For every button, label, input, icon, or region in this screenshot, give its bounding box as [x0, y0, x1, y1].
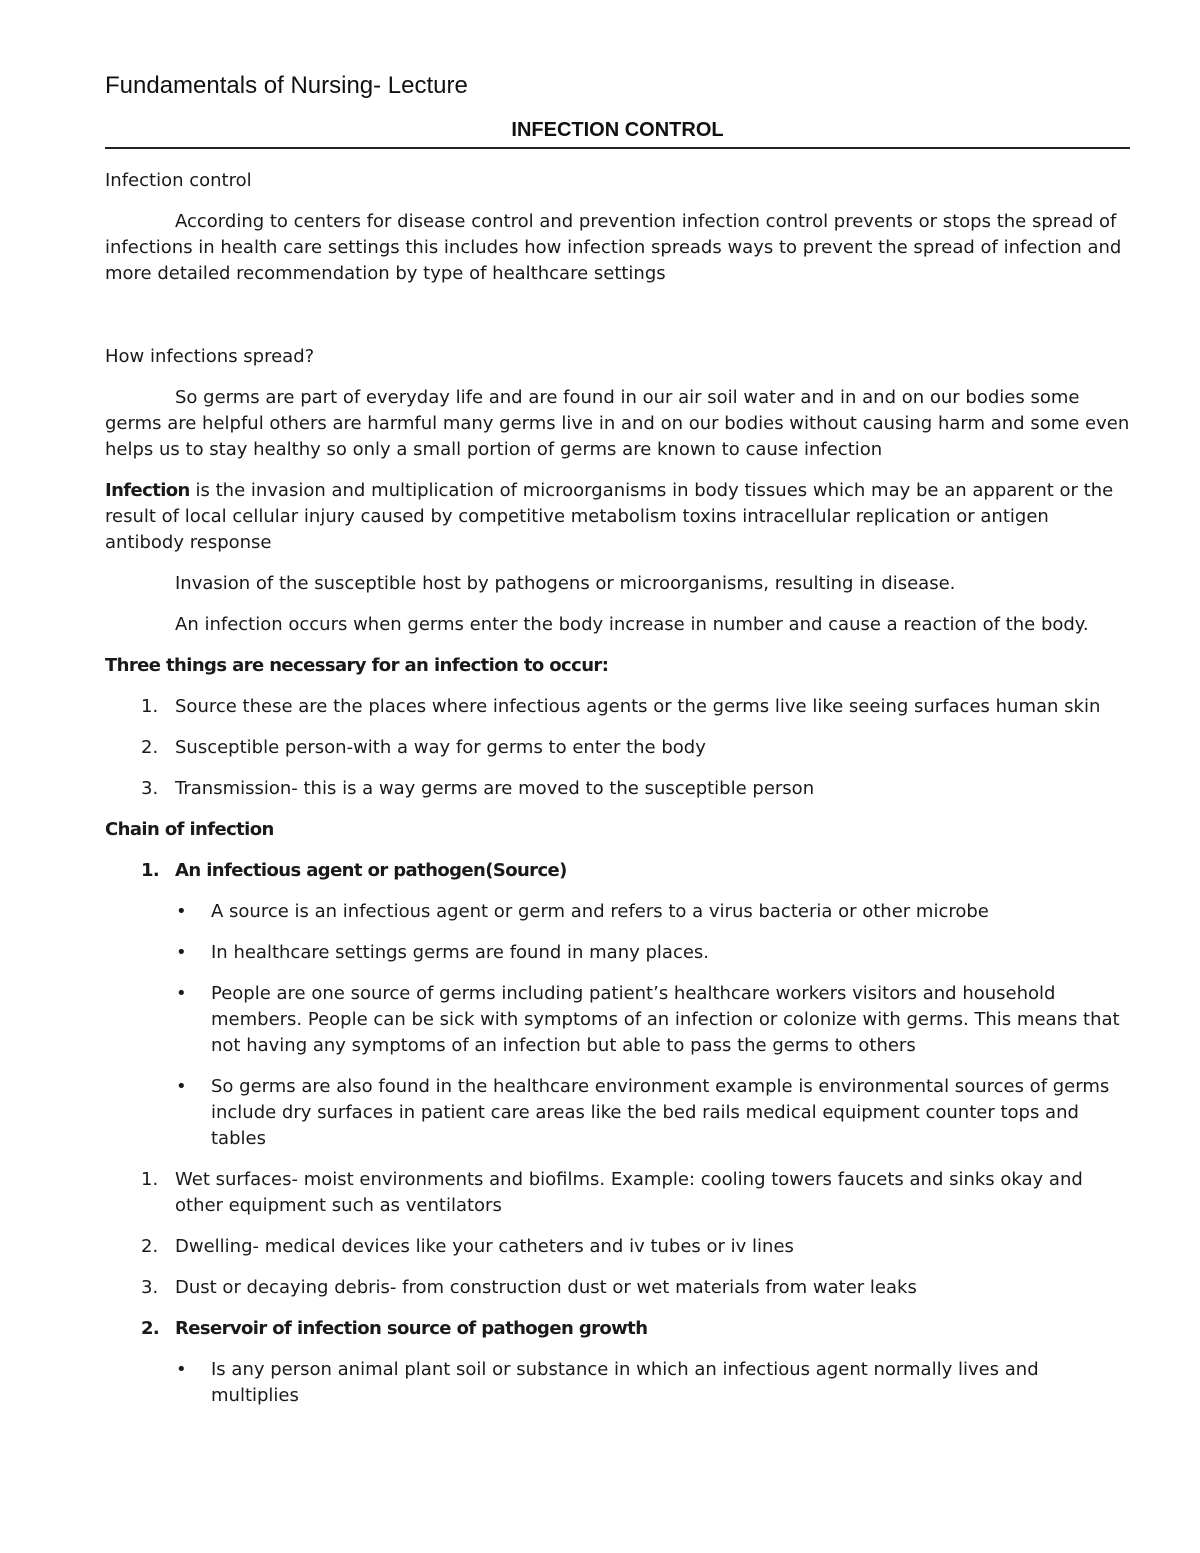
list-item	[105, 1234, 1130, 1260]
list-text: Dwelling- medical devices like your catheters and iv tubes or iv lines	[175, 1236, 794, 1257]
chain-step-1-heading	[105, 858, 1130, 884]
list-number: 1.	[141, 860, 160, 881]
bullet-item	[105, 899, 1130, 925]
list-text: Source these are the places where infectious agents or the germs live like seeing surfaces human skin	[175, 696, 1101, 717]
list-number: 2.	[141, 1236, 159, 1257]
three-things-heading: Three things are necessary for an infection to occur:	[105, 655, 609, 676]
three-things-list	[105, 694, 1130, 802]
bullet-icon: •	[176, 1076, 187, 1097]
list-number: 2.	[141, 1318, 160, 1339]
list-text: Susceptible person-with a way for germs to enter the body	[175, 737, 706, 758]
bullet-icon: •	[176, 983, 187, 1004]
list-item	[105, 735, 1130, 761]
chain-step-title: An infectious agent or pathogen(Source)	[175, 860, 567, 881]
definition-term: Infection	[105, 480, 190, 501]
list-item	[105, 776, 1130, 802]
bullet-text: So germs are also found in the healthcare environment example is environmental sources of germs include dry surfaces in patient care areas like the bed rails medical equipment counter tops and tables	[211, 1076, 1110, 1149]
chain-step-2-heading	[105, 1316, 1130, 1342]
occurs-paragraph: An infection occurs when germs enter the body increase in number and cause a reaction of the body.	[175, 614, 1089, 635]
title-underline	[105, 147, 1130, 149]
bullet-icon: •	[176, 1359, 187, 1380]
list-number: 1.	[141, 696, 159, 717]
spread-paragraph: So germs are part of everyday life and are found in our air soil water and in and on our bodies some germs are helpful others are harmful many germs live in and on our bodies without causing harm and some even helps us to stay healthy so only a small portion of germs are known to cause infection	[105, 387, 1130, 460]
bullet-item	[105, 940, 1130, 966]
section-label-how-infections-spread: How infections spread?	[105, 346, 315, 367]
list-number: 1.	[141, 1169, 159, 1190]
invasion-paragraph: Invasion of the susceptible host by pathogens or microorganisms, resulting in disease.	[175, 573, 956, 594]
list-item	[105, 1275, 1130, 1301]
bullet-text: People are one source of germs including patient’s healthcare workers visitors and household members. People can be sick with symptoms of an infection or colonize with germs. This means that not having any symptoms of an infection but able to pass the germs to others	[211, 983, 1120, 1056]
list-number: 2.	[141, 737, 159, 758]
document-body	[105, 168, 1130, 1424]
chain-step-title: Reservoir of infection source of pathogen growth	[175, 1318, 648, 1339]
list-text: Dust or decaying debris- from construction dust or wet materials from water leaks	[175, 1277, 917, 1298]
section-label-infection-control: Infection control	[105, 170, 252, 191]
list-item	[105, 694, 1130, 720]
list-item	[105, 1167, 1130, 1219]
bullet-item	[105, 981, 1130, 1059]
course-title: Fundamentals of Nursing- Lecture	[105, 72, 468, 99]
intro-paragraph: According to centers for disease control and prevention infection control prevents or stops the spread of infections in health care settings this includes how infection spreads ways to prevent the spread of infection and more detailed recommendation by type of healthcare settings	[105, 211, 1122, 284]
bullet-item	[105, 1074, 1130, 1152]
document-title: INFECTION CONTROL	[511, 119, 724, 141]
step-2-bullets	[105, 1357, 1130, 1409]
list-number: 3.	[141, 1277, 159, 1298]
bullet-text: In healthcare settings germs are found in many places.	[211, 942, 710, 963]
environmental-sources-list	[105, 1167, 1130, 1301]
bullet-text: Is any person animal plant soil or substance in which an infectious agent normally lives and multiplies	[211, 1359, 1039, 1406]
list-text: Wet surfaces- moist environments and biofilms. Example: cooling towers faucets and sinks okay and other equipment such as ventilators	[175, 1169, 1083, 1216]
bullet-icon: •	[176, 942, 187, 963]
bullet-text: A source is an infectious agent or germ and refers to a virus bacteria or other microbe	[211, 901, 989, 922]
list-number: 3.	[141, 778, 159, 799]
bullet-icon: •	[176, 901, 187, 922]
blank-line	[105, 302, 1130, 344]
list-text: Transmission- this is a way germs are moved to the susceptible person	[175, 778, 815, 799]
step-1-bullets	[105, 899, 1130, 1152]
chain-heading: Chain of infection	[105, 819, 274, 840]
definition-paragraph	[105, 478, 1130, 556]
bullet-item	[105, 1357, 1130, 1409]
definition-text: is the invasion and multiplication of microorganisms in body tissues which may be an apparent or the result of local cellular injury caused by competitive metabolism toxins intracellular replication or antigen antibody response	[105, 480, 1114, 553]
